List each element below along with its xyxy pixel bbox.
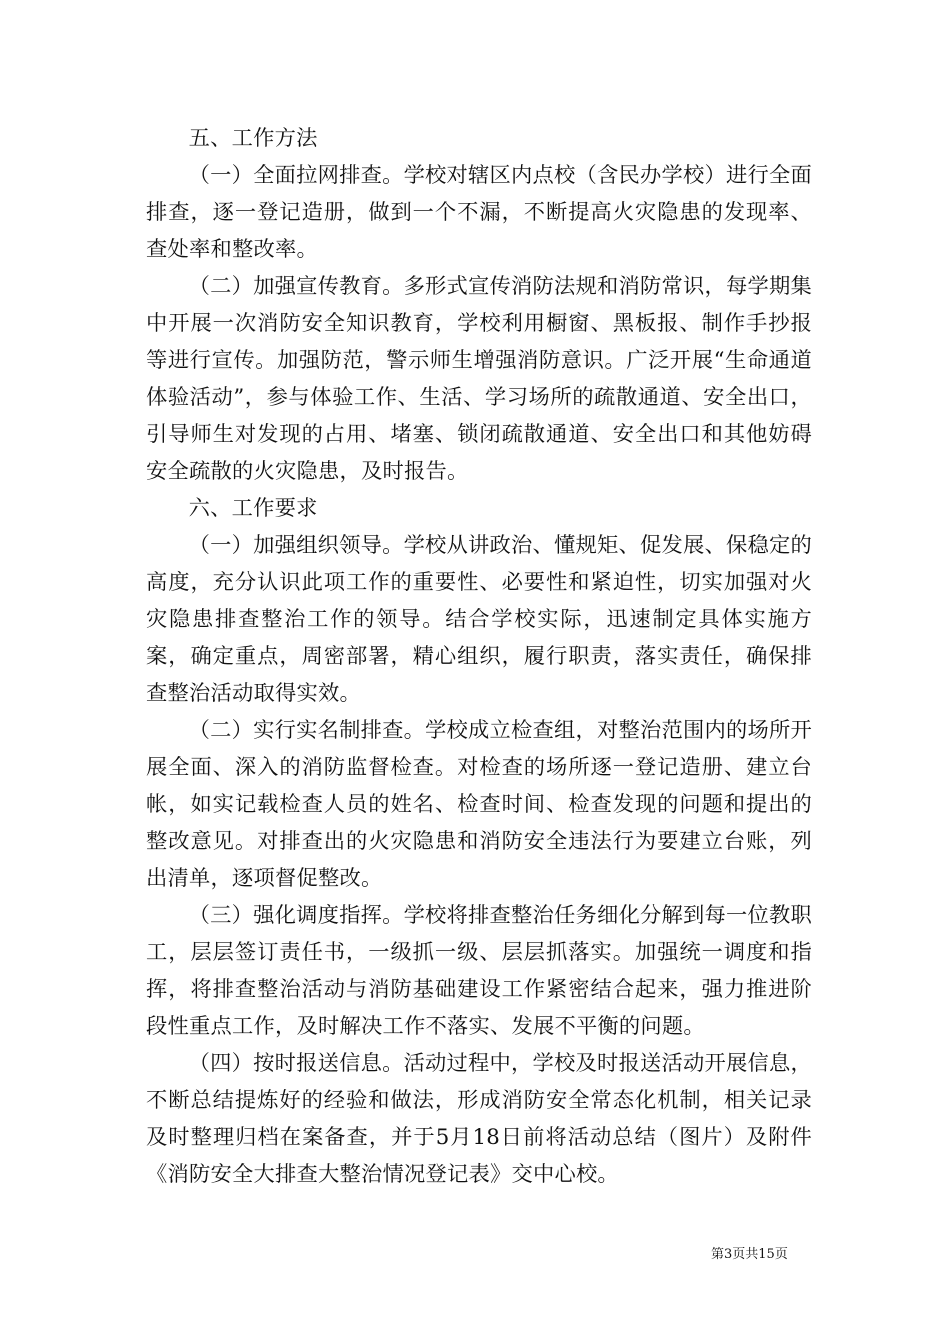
paragraph-dispatch-command: （三）强化调度指挥。学校将排查整治任务细化分解到每一位教职工，层层签订责任书，一级抓一级、层层抓落实。加强统一调度和指挥，将排查整治活动与消防基础建设工作紧密结合起来，强力推进阶段性重点工作，及时解决工作不落实、发展不平衡的问题。 (146, 903, 813, 1039)
page-number-footer: 第3页共15页 (711, 1247, 788, 1262)
section-heading-requirements: 六、工作要求 (188, 496, 318, 521)
paragraph-publicity-education: （二）加强宣传教育。多形式宣传消防法规和消防常识，每学期集中开展一次消防安全知识教育，学校利用橱窗、黑板报、制作手抄报等进行宣传。加强防范，警示师生增强消防意识。广泛开展“生命通道体验活动”，参与体验工作、生活、学习场所的疏散通道、安全出口，引导师生对发现的占用、堵塞、锁闭疏散通道、安全出口和其他妨碍安全疏散的火灾隐患，及时报告。 (146, 274, 813, 484)
paragraph-report-information: （四）按时报送信息。活动过程中，学校及时报送活动开展信息，不断总结提炼好的经验和做法，形成消防安全常态化机制，相关记录及时整理归档在案备查，并于5月18日前将活动总结（图片）及附件《消防安全大排查大整治情况登记表》交中心校。 (146, 1051, 813, 1187)
section-heading-methods: 五、工作方法 (188, 126, 318, 151)
document-body (146, 120, 812, 1193)
paragraph-organization-leadership: （一）加强组织领导。学校从讲政治、懂规矩、促发展、保稳定的高度，充分认识此项工作的重要性、必要性和紧迫性，切实加强对火灾隐患排查整治工作的领导。结合学校实际，迅速制定具体实施方案，确定重点，周密部署，精心组织，履行职责，落实责任，确保排查整治活动取得实效。 (146, 533, 813, 706)
paragraph-real-name-inspection: （二）实行实名制排查。学校成立检查组，对整治范围内的场所开展全面、深入的消防监督检查。对检查的场所逐一登记造册、建立台帐，如实记载检查人员的姓名、检查时间、检查发现的问题和提出的整改意见。对排查出的火灾隐患和消防安全违法行为要建立台账，列出清单，逐项督促整改。 (146, 718, 813, 891)
paragraph-full-inspection: （一）全面拉网排查。学校对辖区内点校（含民办学校）进行全面排查，逐一登记造册，做到一个不漏，不断提高火灾隐患的发现率、查处率和整改率。 (146, 163, 813, 262)
